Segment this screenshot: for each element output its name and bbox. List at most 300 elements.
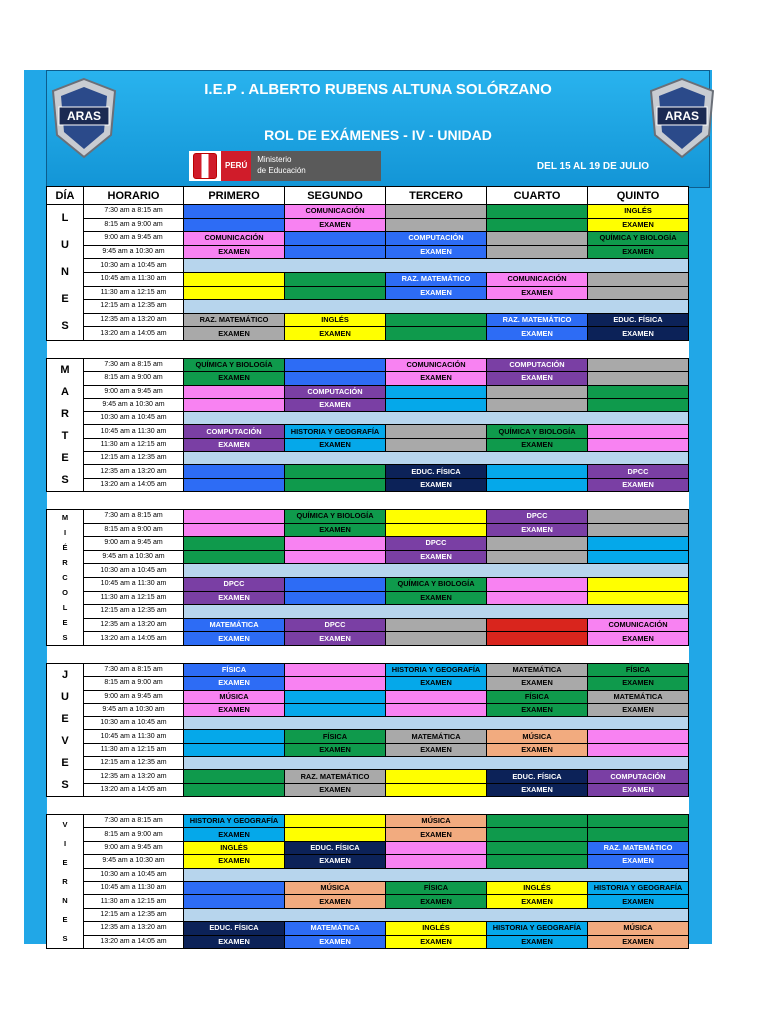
exam-cell: [487, 537, 588, 551]
exam-cell: EXAMEN: [588, 478, 689, 491]
exam-cell: HISTORIA Y GEOGRAFÍA: [386, 664, 487, 677]
exam-cell: EXAMEN: [285, 327, 386, 341]
table-row: [47, 855, 689, 868]
separator-cell: [47, 646, 689, 664]
exam-cell: [386, 855, 487, 868]
exam-cell: EXAMEN: [285, 398, 386, 411]
exam-cell: EXAMEN: [487, 703, 588, 716]
time-slot-cell: 10:45 am a 11:30 am: [84, 272, 184, 286]
exam-cell: [588, 385, 689, 398]
exam-cell: [386, 632, 487, 646]
exam-cell: EXAMEN: [588, 935, 689, 948]
exam-cell: [386, 618, 487, 632]
exam-cell: EDUC. FÍSICA: [386, 465, 487, 478]
table-row: [47, 815, 689, 828]
exam-cell: [386, 690, 487, 703]
time-slot-cell: 9:00 am a 9:45 am: [84, 690, 184, 703]
table-row: [47, 881, 689, 894]
table-row: [47, 478, 689, 491]
exam-cell: EXAMEN: [184, 327, 285, 341]
time-slot-cell: 7:30 am a 8:15 am: [84, 815, 184, 828]
exam-cell: INGLÉS: [487, 881, 588, 894]
exam-cell: [285, 550, 386, 564]
exam-cell: [588, 510, 689, 524]
svg-text:ARAS: ARAS: [664, 109, 700, 123]
day-separator: [47, 341, 689, 359]
exam-cell: [487, 245, 588, 259]
table-row: [47, 743, 689, 756]
exam-cell: EXAMEN: [386, 372, 487, 385]
table-row: [47, 272, 689, 286]
exam-cell: EXAMEN: [386, 935, 487, 948]
time-slot-cell: 13:20 am a 14:05 am: [84, 783, 184, 796]
day-cell: V I E R N E S: [47, 815, 84, 949]
exam-cell: FÍSICA: [184, 664, 285, 677]
exam-cell: [386, 425, 487, 438]
time-slot-cell: 9:00 am a 9:45 am: [84, 841, 184, 854]
exam-cell: [588, 523, 689, 537]
exam-cell: [487, 465, 588, 478]
exam-cell: INGLÉS: [386, 922, 487, 935]
time-slot-cell: 12:35 am a 13:20 am: [84, 922, 184, 935]
exam-cell: INGLÉS: [285, 313, 386, 327]
table-row: [47, 618, 689, 632]
exam-cell: [386, 218, 487, 232]
time-slot-cell: 10:30 am a 10:45 am: [84, 868, 184, 881]
time-slot-cell: 10:45 am a 11:30 am: [84, 730, 184, 743]
exam-cell: EXAMEN: [285, 632, 386, 646]
time-slot-cell: 8:15 am a 9:00 am: [84, 218, 184, 232]
exam-cell: EXAMEN: [487, 438, 588, 451]
separator-cell: [47, 797, 689, 815]
exam-cell: EXAMEN: [487, 743, 588, 756]
time-slot-cell: 9:45 am a 10:30 am: [84, 703, 184, 716]
exam-cell: DPCC: [588, 465, 689, 478]
exam-cell: [386, 327, 487, 341]
exam-cell: EXAMEN: [184, 677, 285, 690]
table-row: [47, 313, 689, 327]
ministry-logo: [189, 151, 381, 181]
exam-cell: INGLÉS: [184, 841, 285, 854]
schedule-title: ROL DE EXÁMENES - IV - UNIDAD: [264, 127, 492, 143]
exam-cell: [285, 664, 386, 677]
school-name: I.E.P . ALBERTO RUBENS ALTUNA SOLÓRZANO: [204, 81, 552, 98]
time-slot-cell: 12:15 am a 12:35 am: [84, 605, 184, 619]
exam-cell: [386, 398, 487, 411]
exam-cell: [285, 703, 386, 716]
exam-cell: [285, 828, 386, 841]
table-row: [47, 452, 689, 465]
time-slot-cell: 8:15 am a 9:00 am: [84, 677, 184, 690]
exam-cell: DPCC: [285, 618, 386, 632]
exam-cell: EXAMEN: [588, 218, 689, 232]
break-cell: [184, 757, 689, 770]
exam-cell: [487, 218, 588, 232]
time-slot-cell: 13:20 am a 14:05 am: [84, 935, 184, 948]
break-cell: [184, 564, 689, 578]
exam-cell: [285, 577, 386, 591]
exam-cell: [487, 550, 588, 564]
exam-cell: [184, 783, 285, 796]
exam-cell: EXAMEN: [386, 591, 487, 605]
exam-cell: [588, 537, 689, 551]
exam-cell: [487, 232, 588, 246]
exam-cell: [285, 272, 386, 286]
exam-cell: EXAMEN: [285, 855, 386, 868]
exam-cell: HISTORIA Y GEOGRAFÍA: [285, 425, 386, 438]
day-cell: M A R T E S: [47, 359, 84, 492]
table-row: [47, 245, 689, 259]
day-cell: J U E V E S: [47, 664, 84, 797]
exam-cell: [588, 359, 689, 372]
time-slot-cell: 7:30 am a 8:15 am: [84, 664, 184, 677]
exam-cell: [285, 372, 386, 385]
exam-cell: EDUC. FÍSICA: [588, 313, 689, 327]
exam-cell: [588, 591, 689, 605]
exam-cell: QUÍMICA Y BIOLOGÍA: [487, 425, 588, 438]
exam-cell: EXAMEN: [588, 783, 689, 796]
exam-cell: [386, 783, 487, 796]
exam-cell: EXAMEN: [588, 703, 689, 716]
exam-cell: [184, 743, 285, 756]
schedule-sheet: [24, 70, 712, 944]
exam-cell: EXAMEN: [487, 523, 588, 537]
time-slot-cell: 8:15 am a 9:00 am: [84, 523, 184, 537]
time-slot-cell: 11:30 am a 12:15 am: [84, 591, 184, 605]
exam-cell: [386, 703, 487, 716]
exam-cell: [184, 385, 285, 398]
time-slot-cell: 11:30 am a 12:15 am: [84, 438, 184, 451]
exam-cell: COMPUTACIÓN: [285, 385, 386, 398]
table-row: [47, 770, 689, 783]
exam-cell: [285, 465, 386, 478]
exam-cell: EXAMEN: [487, 895, 588, 908]
time-slot-cell: 8:15 am a 9:00 am: [84, 828, 184, 841]
table-row: [47, 564, 689, 578]
exam-cell: DPCC: [487, 510, 588, 524]
table-row: [47, 286, 689, 300]
break-cell: [184, 452, 689, 465]
table-row: [47, 717, 689, 730]
time-slot-cell: 9:45 am a 10:30 am: [84, 245, 184, 259]
exam-cell: [588, 828, 689, 841]
exam-cell: MATEMÁTICA: [588, 690, 689, 703]
time-slot-cell: 12:35 am a 13:20 am: [84, 313, 184, 327]
exam-cell: [386, 770, 487, 783]
exam-cell: INGLÉS: [588, 205, 689, 219]
time-slot-cell: 9:45 am a 10:30 am: [84, 550, 184, 564]
exam-cell: [588, 743, 689, 756]
col-header-schedule: HORARIO: [84, 187, 184, 205]
exam-cell: EXAMEN: [285, 783, 386, 796]
exam-cell: [487, 815, 588, 828]
exam-cell: EXAMEN: [285, 523, 386, 537]
table-row: [47, 372, 689, 385]
exam-cell: RAZ. MATEMÁTICO: [285, 770, 386, 783]
exam-cell: MÚSICA: [285, 881, 386, 894]
time-slot-cell: 11:30 am a 12:15 am: [84, 286, 184, 300]
time-slot-cell: 10:30 am a 10:45 am: [84, 564, 184, 578]
exam-cell: [487, 841, 588, 854]
table-row: [47, 783, 689, 796]
table-row: [47, 465, 689, 478]
exam-cell: HISTORIA Y GEOGRAFÍA: [184, 815, 285, 828]
peru-label: PERÚ: [221, 151, 251, 181]
exam-cell: COMUNICACIÓN: [588, 618, 689, 632]
day-separator: [47, 646, 689, 664]
exam-cell: [588, 425, 689, 438]
school-logo-right: [647, 77, 717, 159]
day-cell: L U N E S: [47, 205, 84, 341]
exam-cell: EXAMEN: [487, 372, 588, 385]
exam-cell: QUÍMICA Y BIOLOGÍA: [386, 577, 487, 591]
time-slot-cell: 12:15 am a 12:35 am: [84, 300, 184, 314]
col-header-fifth: QUINTO: [588, 187, 689, 205]
time-slot-cell: 10:30 am a 10:45 am: [84, 717, 184, 730]
exam-cell: EXAMEN: [487, 935, 588, 948]
break-cell: [184, 717, 689, 730]
exam-cell: MÚSICA: [588, 922, 689, 935]
time-slot-cell: 7:30 am a 8:15 am: [84, 510, 184, 524]
table-row: [47, 398, 689, 411]
exam-cell: EXAMEN: [386, 286, 487, 300]
exam-cell: FÍSICA: [588, 664, 689, 677]
exam-cell: EDUC. FÍSICA: [184, 922, 285, 935]
table-row: [47, 300, 689, 314]
exam-cell: [184, 523, 285, 537]
time-slot-cell: 13:20 am a 14:05 am: [84, 327, 184, 341]
time-slot-cell: 7:30 am a 8:15 am: [84, 359, 184, 372]
exam-cell: EXAMEN: [487, 783, 588, 796]
time-slot-cell: 11:30 am a 12:15 am: [84, 895, 184, 908]
table-row: [47, 908, 689, 921]
exam-cell: [184, 205, 285, 219]
exam-cell: EXAMEN: [285, 895, 386, 908]
break-cell: [184, 412, 689, 425]
exam-cell: COMPUTACIÓN: [386, 232, 487, 246]
exam-cell: [588, 272, 689, 286]
exam-cell: RAZ. MATEMÁTICO: [386, 272, 487, 286]
col-header-second: SEGUNDO: [285, 187, 386, 205]
exam-cell: EXAMEN: [386, 828, 487, 841]
exam-cell: EXAMEN: [588, 895, 689, 908]
exam-cell: [285, 815, 386, 828]
exam-cell: [386, 313, 487, 327]
table-row: [47, 935, 689, 948]
exam-cell: EXAMEN: [588, 677, 689, 690]
exam-cell: [184, 218, 285, 232]
exam-cell: MÚSICA: [386, 815, 487, 828]
time-slot-cell: 8:15 am a 9:00 am: [84, 372, 184, 385]
exam-cell: EXAMEN: [386, 550, 487, 564]
separator-cell: [47, 341, 689, 359]
exam-cell: EDUC. FÍSICA: [487, 770, 588, 783]
separator-cell: [47, 492, 689, 510]
exam-cell: FÍSICA: [285, 730, 386, 743]
exam-cell: EXAMEN: [285, 438, 386, 451]
exam-cell: [184, 881, 285, 894]
table-row: [47, 385, 689, 398]
exam-cell: EXAMEN: [386, 677, 487, 690]
col-header-day: DÍA: [47, 187, 84, 205]
time-slot-cell: 9:45 am a 10:30 am: [84, 398, 184, 411]
exam-cell: [386, 438, 487, 451]
table-row: [47, 205, 689, 219]
exam-cell: MATEMÁTICA: [386, 730, 487, 743]
exam-cell: [184, 465, 285, 478]
exam-cell: [184, 730, 285, 743]
exam-cell: EXAMEN: [184, 372, 285, 385]
day-separator: [47, 492, 689, 510]
table-row: [47, 550, 689, 564]
time-slot-cell: 12:15 am a 12:35 am: [84, 908, 184, 921]
time-slot-cell: 10:30 am a 10:45 am: [84, 412, 184, 425]
exam-cell: RAZ. MATEMÁTICO: [588, 841, 689, 854]
exam-cell: [386, 205, 487, 219]
exam-cell: [285, 690, 386, 703]
exam-cell: EXAMEN: [487, 677, 588, 690]
exam-cell: [588, 550, 689, 564]
table-row: [47, 218, 689, 232]
exam-cell: EXAMEN: [487, 327, 588, 341]
table-row: [47, 841, 689, 854]
exam-cell: EXAMEN: [285, 743, 386, 756]
table-row: [47, 730, 689, 743]
exam-cell: MATEMÁTICA: [487, 664, 588, 677]
exam-cell: MATEMÁTICA: [285, 922, 386, 935]
exam-cell: [285, 286, 386, 300]
exam-cell: EXAMEN: [184, 632, 285, 646]
exam-cell: [184, 770, 285, 783]
exam-cell: COMUNICACIÓN: [487, 272, 588, 286]
table-row: [47, 259, 689, 273]
exam-cell: [386, 841, 487, 854]
exam-cell: [487, 577, 588, 591]
exam-cell: COMPUTACIÓN: [184, 425, 285, 438]
exam-cell: EXAMEN: [386, 245, 487, 259]
exam-cell: RAZ. MATEMÁTICO: [184, 313, 285, 327]
exam-cell: COMUNICACIÓN: [184, 232, 285, 246]
exam-cell: [588, 577, 689, 591]
exam-cell: EXAMEN: [487, 286, 588, 300]
peru-shield-icon: [193, 153, 217, 179]
time-slot-cell: 9:00 am a 9:45 am: [84, 537, 184, 551]
table-row: [47, 412, 689, 425]
exam-cell: [588, 372, 689, 385]
exam-cell: EXAMEN: [588, 632, 689, 646]
exam-cell: [184, 895, 285, 908]
exam-cell: COMPUTACIÓN: [487, 359, 588, 372]
time-slot-cell: 10:45 am a 11:30 am: [84, 881, 184, 894]
date-range: DEL 15 AL 19 DE JULIO: [536, 161, 649, 172]
exam-cell: MÚSICA: [487, 730, 588, 743]
table-row: [47, 690, 689, 703]
time-slot-cell: 12:35 am a 13:20 am: [84, 770, 184, 783]
table-row: [47, 510, 689, 524]
exam-cell: EXAMEN: [285, 218, 386, 232]
exam-cell: QUÍMICA Y BIOLOGÍA: [184, 359, 285, 372]
exam-cell: DPCC: [386, 537, 487, 551]
exam-cell: [184, 550, 285, 564]
exam-cell: COMUNICACIÓN: [386, 359, 487, 372]
exam-cell: FÍSICA: [386, 881, 487, 894]
exam-cell: [386, 385, 487, 398]
exam-cell: EXAMEN: [184, 591, 285, 605]
col-header-first: PRIMERO: [184, 187, 285, 205]
exam-cell: [487, 385, 588, 398]
exam-cell: MÚSICA: [184, 690, 285, 703]
break-cell: [184, 300, 689, 314]
table-row: [47, 359, 689, 372]
time-slot-cell: 13:20 am a 14:05 am: [84, 632, 184, 646]
exam-cell: [588, 815, 689, 828]
table-row: [47, 632, 689, 646]
header-banner: [46, 70, 710, 188]
exam-cell: EXAMEN: [184, 828, 285, 841]
table-row: [47, 664, 689, 677]
time-slot-cell: 12:35 am a 13:20 am: [84, 618, 184, 632]
exam-cell: [184, 478, 285, 491]
exam-cell: EXAMEN: [184, 245, 285, 259]
exam-schedule-table: [46, 186, 689, 949]
exam-cell: DPCC: [184, 577, 285, 591]
exam-cell: [386, 523, 487, 537]
exam-cell: EXAMEN: [588, 855, 689, 868]
day-cell: M I É R C O L E S: [47, 510, 84, 646]
table-row: [47, 327, 689, 341]
exam-cell: [184, 272, 285, 286]
table-row: [47, 232, 689, 246]
svg-text:ARAS: ARAS: [66, 109, 102, 123]
exam-cell: QUÍMICA Y BIOLOGÍA: [285, 510, 386, 524]
header-row: [47, 187, 689, 205]
exam-cell: EXAMEN: [184, 935, 285, 948]
table-row: [47, 577, 689, 591]
exam-cell: [487, 478, 588, 491]
exam-cell: MATEMÁTICA: [184, 618, 285, 632]
exam-cell: EXAMEN: [184, 703, 285, 716]
time-slot-cell: 10:45 am a 11:30 am: [84, 577, 184, 591]
exam-cell: [487, 632, 588, 646]
table-row: [47, 703, 689, 716]
table-row: [47, 537, 689, 551]
exam-cell: [487, 591, 588, 605]
table-row: [47, 828, 689, 841]
exam-cell: RAZ. MATEMÁTICO: [487, 313, 588, 327]
time-slot-cell: 9:00 am a 9:45 am: [84, 232, 184, 246]
table-row: [47, 523, 689, 537]
time-slot-cell: 11:30 am a 12:15 am: [84, 743, 184, 756]
exam-cell: [588, 438, 689, 451]
exam-cell: COMUNICACIÓN: [285, 205, 386, 219]
table-body: [47, 205, 689, 949]
time-slot-cell: 7:30 am a 8:15 am: [84, 205, 184, 219]
exam-cell: [588, 730, 689, 743]
exam-cell: [487, 828, 588, 841]
exam-cell: EXAMEN: [386, 478, 487, 491]
exam-cell: EXAMEN: [588, 327, 689, 341]
exam-cell: [184, 398, 285, 411]
time-slot-cell: 12:35 am a 13:20 am: [84, 465, 184, 478]
exam-cell: EDUC. FÍSICA: [285, 841, 386, 854]
exam-cell: HISTORIA Y GEOGRAFÍA: [487, 922, 588, 935]
time-slot-cell: 12:15 am a 12:35 am: [84, 452, 184, 465]
break-cell: [184, 868, 689, 881]
exam-cell: QUÍMICA Y BIOLOGÍA: [588, 232, 689, 246]
exam-cell: [386, 510, 487, 524]
exam-cell: [184, 286, 285, 300]
exam-cell: [487, 855, 588, 868]
